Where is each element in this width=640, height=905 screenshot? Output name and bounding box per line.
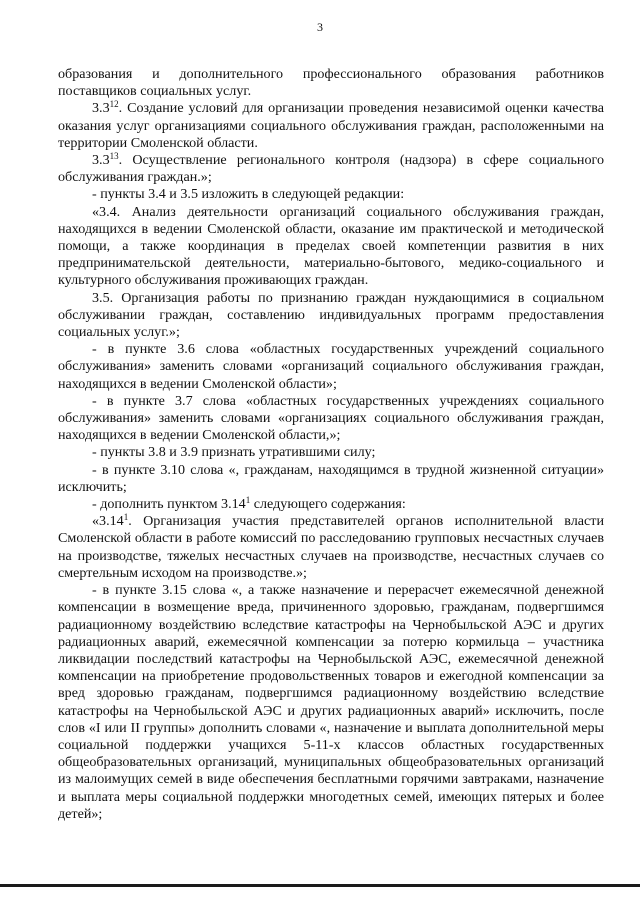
clause-superscript: 1 — [245, 495, 251, 506]
paragraph-text: образования и дополнительного профессионального образования работников поставщиков социальных услуг. — [58, 66, 604, 100]
paragraph — [58, 100, 604, 152]
paragraph-text: - в пункте 3.10 слова «, гражданам, находящимся в трудной жизненной ситуации» исключить; — [58, 461, 604, 495]
paragraph-text: следующего содержания: — [250, 496, 406, 513]
paragraph — [58, 341, 604, 393]
paragraph-text: - пункты 3.4 и 3.5 изложить в следующей редакции: — [92, 186, 405, 203]
paragraph — [58, 66, 604, 100]
paragraph-text: «3.4. Анализ деятельности организаций социального обслуживания граждан, находящихся в ведении Смоленской области, оказание им практической и методической помощи, а также координация в пределах своей компетенции развития в них предпринимательской деятельности, материально-бытового, медико-социального и культурного обслуживания проживающих граждан. — [58, 203, 604, 289]
paragraph — [58, 186, 604, 203]
paragraph-text: - в пункте 3.6 слова «областных государственных учреждений социального обслуживания» заменить словами «организаций социального обслуживания граждан, находящихся в ведении Смоленской области»; — [58, 341, 604, 392]
paragraph-text: - в пункте 3.7 слова «областных государственных учреждениях социального обслуживания» заменить словами «организациях социального обслуживания граждан, находящихся в ведении Смоленской области,»; — [58, 392, 604, 444]
paragraph — [58, 513, 604, 582]
paragraph — [58, 290, 604, 342]
paragraph-text: . Осуществление регионального контроля (надзора) в сфере социального обслуживания граждан.»; — [58, 152, 604, 186]
paragraph — [58, 204, 604, 290]
paragraph-text: - пункты 3.8 и 3.9 признать утратившими силу; — [92, 444, 376, 461]
clause-number: «3.14 — [92, 513, 124, 530]
bottom-scan-edge — [0, 884, 640, 887]
paragraph — [58, 496, 604, 513]
paragraph-text: . Создание условий для организации проведения независимой оценки качества оказания услуг организациями социального обслуживания граждан, расположенными на территории Смоленской области. — [58, 100, 604, 151]
clause-number: - дополнить пунктом 3.14 — [92, 496, 246, 513]
clause-superscript: 12 — [109, 99, 119, 110]
paragraph-text: . Организация участия представителей органов исполнительной власти Смоленской области в работе комиссий по расследованию групповых несчастных случаев на производстве, тяжелых несчастных случаев на производстве, несчастных случаев со смертельным исходом на производстве.»; — [58, 513, 604, 581]
clause-number: 3.3 — [92, 100, 110, 117]
paragraph-text: - в пункте 3.15 слова «, а также назначение и перерасчет ежемесячной денежной компенсации в возмещение вреда, причиненного здоровью, гражданам, подвергшимся радиационному воздействию вследствие катастрофы на Чернобыльской АЭС и других радиационных аварий, ежемесячной компенсации за потерю кормильца – участника ликвидации последствий катастрофы на Чернобыльской АЭС, ежемесячной денежной компенсации на приобретение продовольственных товаров и ежегодной компенсации за вред здоровью гражданам, подвергшимся радиационному воздействию вследствие катастрофы на Чернобыльской АЭС и других радиационных аварий» исключить, после слов «I или II группы» дополнить словами «, назначение и выплата дополнительной меры социальной поддержки учащихся 5-11-х классов областных государственных общеобразовательных организаций, муниципальных общеобразовательных организаций из малоимущих семей в виде обеспечения бесплатными горячими завтраками, назначение и выплата меры социальной поддержки многодетных семей, имеющих пятерых и более детей»; — [58, 582, 604, 822]
paragraph — [58, 582, 604, 823]
clause-superscript: 1 — [123, 512, 129, 523]
paragraph — [58, 444, 604, 461]
clause-superscript: 13 — [109, 151, 119, 162]
paragraph — [58, 462, 604, 496]
paragraph-text: 3.5. Организация работы по признанию граждан нуждающимися в социальном обслуживании граждан, составлению индивидуальных программ предоставления социальных услуг.»; — [58, 289, 604, 341]
page-number: 3 — [317, 20, 323, 34]
document-body — [58, 66, 604, 823]
paragraph — [58, 393, 604, 445]
paragraph — [58, 152, 604, 186]
clause-number: 3.3 — [92, 152, 110, 169]
